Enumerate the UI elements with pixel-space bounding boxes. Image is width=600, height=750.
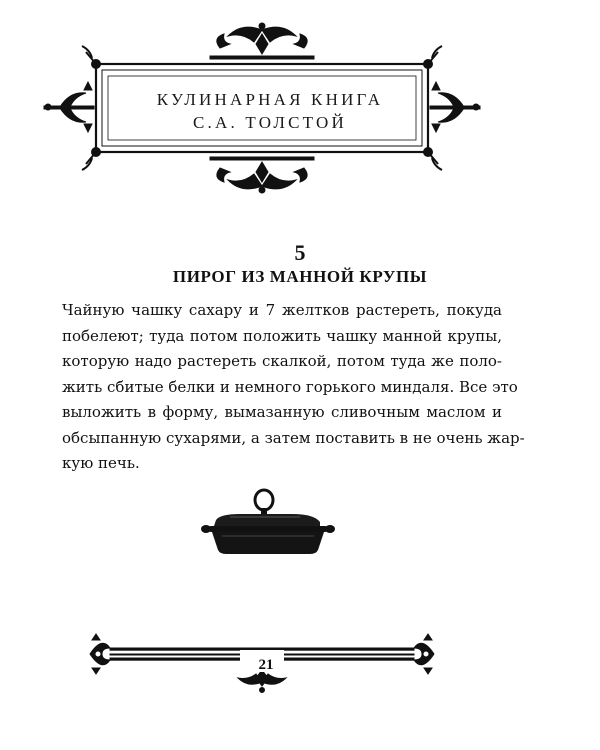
header-bottom-crest: [210, 157, 314, 193]
header-right-flourish: [430, 82, 480, 132]
recipe-line: выложить в форму, вымазанную сливочным маслом и: [62, 403, 502, 421]
recipe-line: Чайную чашку сахару и 7 желтков растереть, покуда: [62, 301, 502, 319]
header-left-flourish: [44, 82, 94, 132]
recipe-line: обсыпанную сухарями, а затем поставить в не очень жар-: [62, 428, 525, 447]
recipe-line: которую надо растереть скалкой, потом туда же поло-: [62, 352, 502, 370]
book-title-line-2: С.А. ТОЛСТОЙ: [193, 113, 347, 132]
header-top-crest: [210, 23, 314, 59]
recipe-line: побелеют; туда потом положить чашку манной крупы,: [62, 326, 502, 345]
recipe-line: кую печь.: [62, 454, 140, 472]
covered-baking-dish-icon: [200, 486, 340, 562]
recipe-title: ПИРОГ ИЗ МАННОЙ КРУПЫ: [172, 267, 428, 286]
recipe-line: жить сбитые белки и немного горького миндаля. Все это: [62, 377, 518, 396]
page-number: 21: [258, 657, 274, 673]
book-title-line-1: КУЛИНАРНАЯ КНИГА: [156, 90, 384, 109]
recipe-number: 5: [294, 240, 306, 265]
recipe-body: [62, 298, 525, 477]
